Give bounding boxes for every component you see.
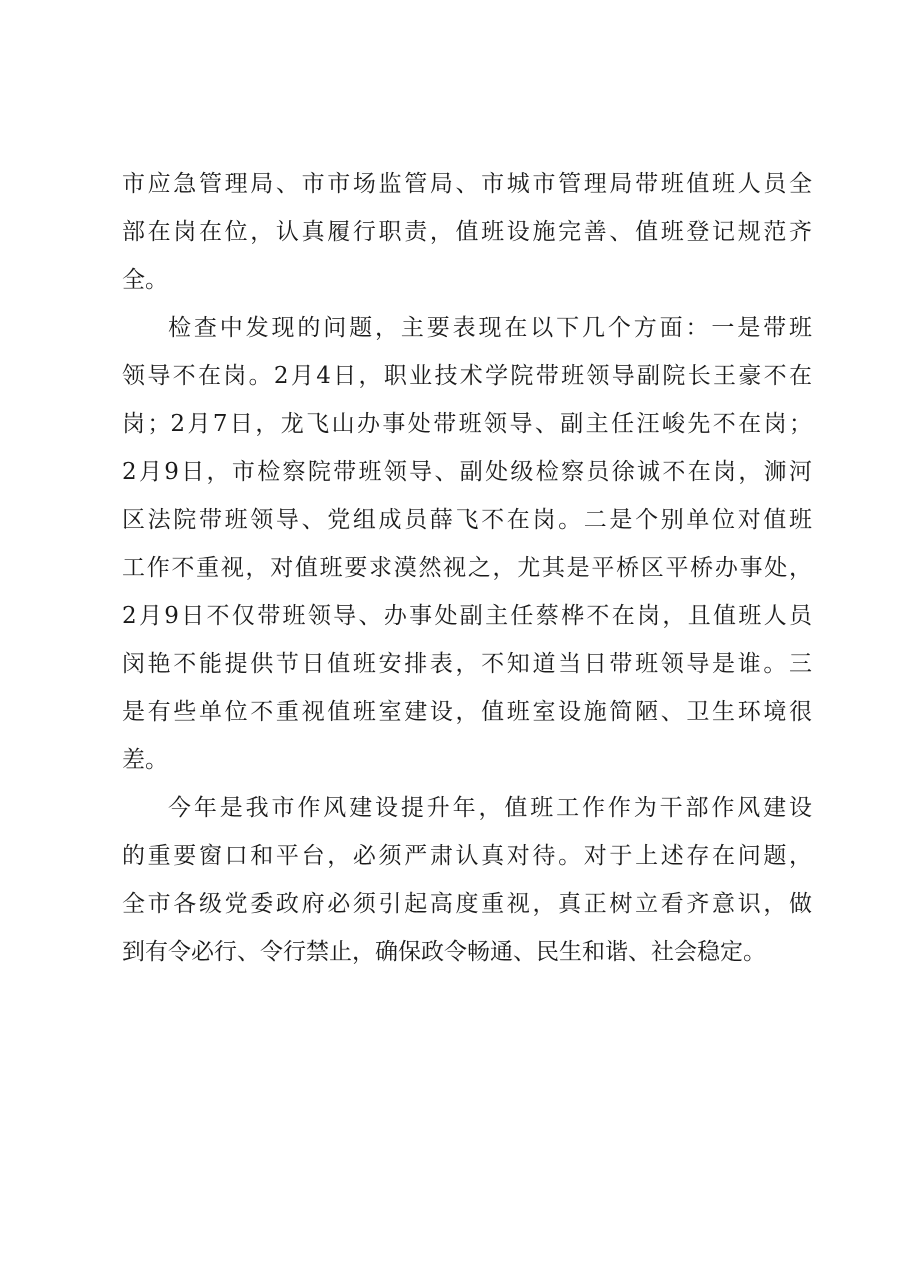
paragraph-line: 检查中发现的问题，主要表现在以下几个方面：一是带班 bbox=[168, 315, 812, 341]
document-body bbox=[122, 160, 812, 976]
paragraph-line: 区法院带班领导、党组成员薛飞不在岗。二是个别单位对值班 bbox=[122, 507, 812, 533]
paragraph-line: 差。 bbox=[122, 747, 168, 773]
paragraph-line: 到有令必行、令行禁止，确保政令畅通、民生和谐、社会稳定。 bbox=[122, 939, 766, 965]
paragraph-line: 的重要窗口和平台，必须严肃认真对待。对于上述存在问题， bbox=[122, 843, 812, 869]
paragraph-1 bbox=[122, 160, 812, 304]
paragraph-line: 领导不在岗。2月4日，职业技术学院带班领导副院长王豪不在 bbox=[122, 363, 812, 389]
paragraph-3 bbox=[122, 784, 812, 976]
paragraph-line: 岗；2月7日，龙飞山办事处带班领导、副主任汪峻先不在岗； bbox=[122, 411, 812, 437]
paragraph-line: 部在岗在位，认真履行职责，值班设施完善、值班登记规范齐 bbox=[122, 219, 812, 245]
paragraph-2 bbox=[122, 304, 812, 784]
paragraph-line: 全市各级党委政府必须引起高度重视，真正树立看齐意识，做 bbox=[122, 891, 812, 917]
paragraph-line: 全。 bbox=[122, 267, 168, 293]
paragraph-line: 闵艳不能提供节日值班安排表，不知道当日带班领导是谁。三 bbox=[122, 651, 812, 677]
paragraph-line: 2月9日不仅带班领导、办事处副主任蔡桦不在岗，且值班人员 bbox=[122, 603, 812, 629]
paragraph-line: 市应急管理局、市市场监管局、市城市管理局带班值班人员全 bbox=[122, 171, 812, 197]
paragraph-line: 2月9日，市检察院带班领导、副处级检察员徐诚不在岗，浉河 bbox=[122, 459, 812, 485]
paragraph-line: 今年是我市作风建设提升年，值班工作作为干部作风建设 bbox=[168, 795, 812, 821]
paragraph-line: 工作不重视，对值班要求漠然视之，尤其是平桥区平桥办事处， bbox=[122, 555, 812, 581]
paragraph-line: 是有些单位不重视值班室建设，值班室设施简陋、卫生环境很 bbox=[122, 699, 812, 725]
